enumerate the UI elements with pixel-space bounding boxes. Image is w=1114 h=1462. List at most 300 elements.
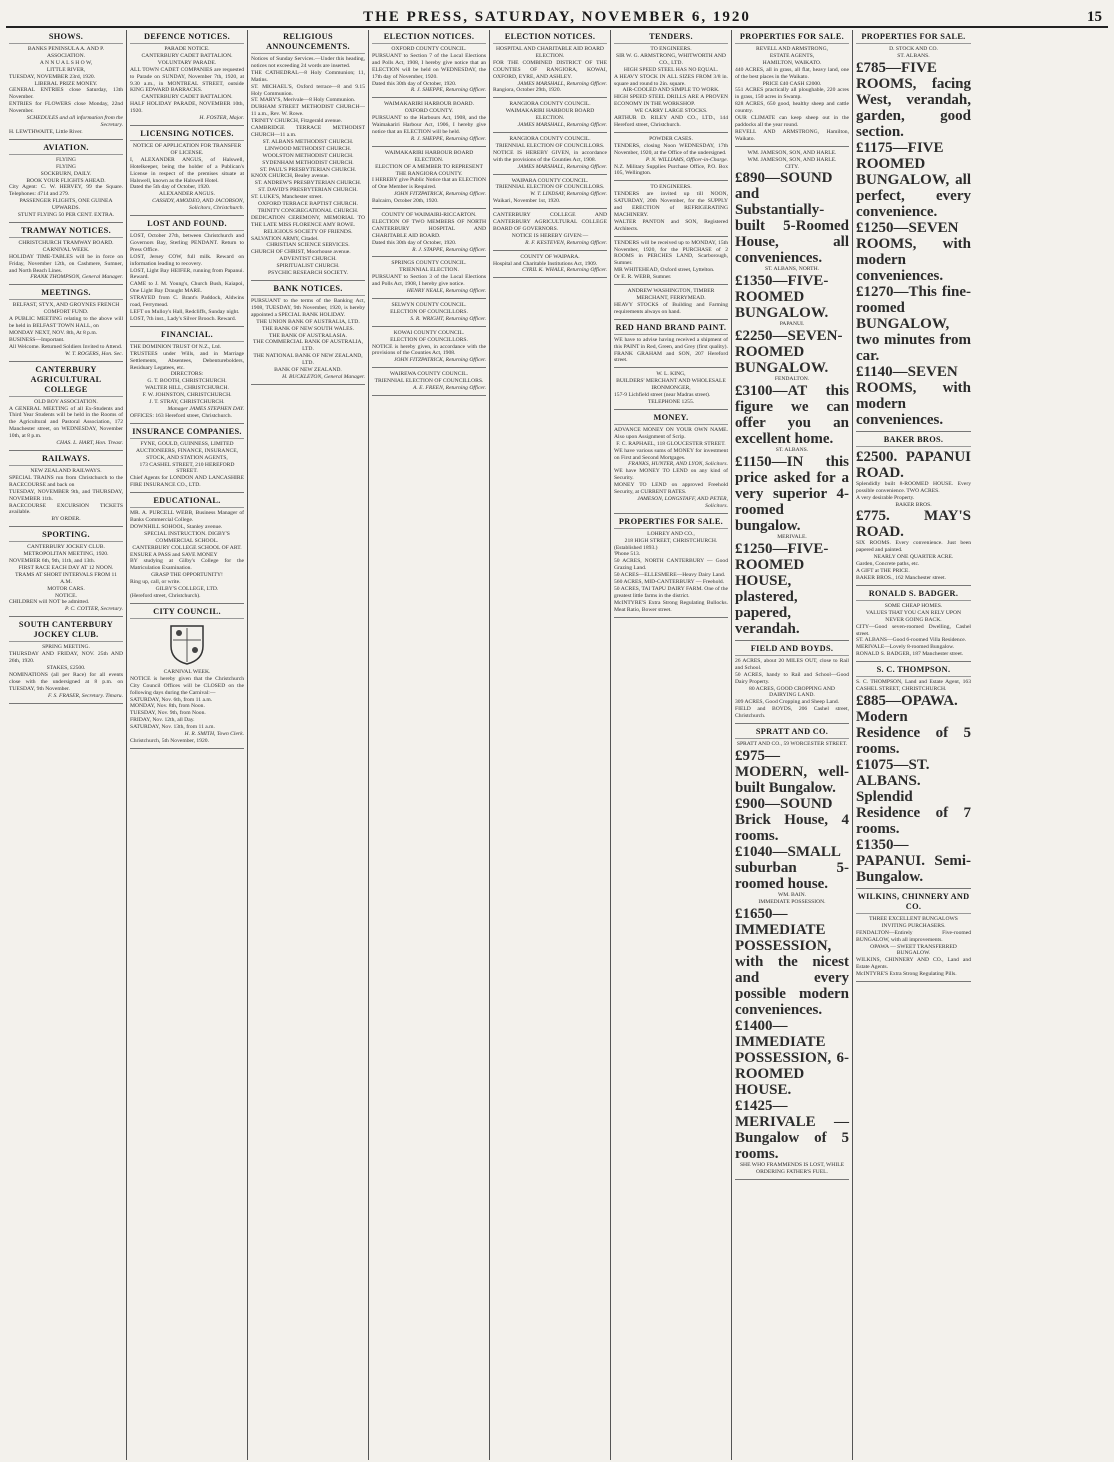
ad-text-line: P. C. COTTER, Secretary. [65,606,123,613]
ad-text-line: FOR THE COMBINED DISTRICT OF THE COUNTIES OF RANGIORA, KOWAI, OXFORD, EYRE, AND ASHLEY. [493,59,607,80]
ad-text-line: ELECTION OF A MEMBER TO REPRESENT THE RANGIORA COUNTY. [375,163,483,177]
ad-text-line: ST. ALBANS. [775,447,809,454]
ad-text-line: BY studying at Gilby's College for the Matriculation Examination. [130,558,244,572]
ad-text-line: GRASP THE OPPORTUNITY! [151,572,223,579]
ad-text-line: SPRATT AND CO., 59 WORCESTER STREET. [736,741,848,748]
ad-text-line: ENSURE A PASS and SAVE MONEY [130,551,218,558]
ad-text-line: Garden, Concrete paths, etc. [856,561,920,568]
ad-text-line: ST. LUKE'S, Manchester street. [251,194,323,201]
ad-text-line: TRINITY CONGREGATIONAL CHURCH. [257,207,359,214]
ad-text-line: £3100—AT this figure we can offer you an excellent home. [735,383,849,448]
ad-text-line: BY ORDER. [51,516,81,523]
ad-text-line: PARADE NOTICE. [164,46,210,52]
ad-text-line: P. N. WILLIAMS, Officer-in-Charge. [645,156,728,163]
ad-text-line: SIR W. G. ARMSTRONG, WHITWORTH AND CO., LTD. [616,52,726,66]
section-heading: BANK NOTICES. [251,284,365,296]
ad-text-line: ST. MICHAEL'S, Oxford terrace—8 and 9.15 Holy Communion. [251,83,365,97]
ad-text-line: 50 ACRES, TAI TAPU DAIRY FARM. One of the greatest little farms in the district. [614,586,728,599]
ad-text-line: ALEXANDER ANGUS. [159,191,215,198]
section-heading: RELIGIOUS ANNOUNCEMENTS. [251,32,365,54]
advertisement-section [251,30,365,281]
ad-text-line: AIR-COOLED AND SIMPLE TO WORK. [622,87,720,94]
column-1 [6,30,127,1460]
advertisement-section [372,99,486,146]
ad-text-line: TRAMS AT SHORT INTERVALS FROM 11 A.M. [15,571,117,585]
ad-text-line: FLYING [56,156,76,163]
ad-text-line: Chief Agents for LONDON AND LANCASHIRE FIRE INSURANCE CO., LTD. [130,475,244,489]
ad-text-line: 173 CASHEL STREET, 210 HEREFORD STREET. [139,461,235,475]
ad-text-line: LINWOOD METHODIST CHURCH. [264,145,352,152]
ad-text-line: LOST, 7th inst., Lady's Silver Brooch. Reward. [130,315,237,322]
ad-text-line: THE BANK OF AUSTRALASIA. [268,332,347,339]
advertisement-section [493,252,607,279]
ad-text-line: ST. MARY'S, Merivale—8 Holy Communion. [251,97,356,104]
advertisement-section [856,663,971,889]
ad-text-line: DOWNHILL SOHOOL, Stanley avenue. [130,523,223,530]
columns-container [6,30,1108,1460]
ad-text-line: MR. A. PURCELL WEBB, Business Manager of Banks Commercial College. [130,510,244,524]
ad-text-line: SPRING MEETING. [42,644,90,651]
advertisement-section [9,528,123,617]
ad-text-line: MERIVALE. [777,534,807,541]
ad-text-line: TO ENGINEERS. [650,184,692,191]
section-heading: RONALD S. BADGER. [856,589,971,601]
ad-text-line: McINTYRE'S Extra Strong Regulating Pills. [856,971,957,978]
column-5 [490,30,611,1460]
ad-text-line: WE have to advise having received a shipment of this PAINT in Red, Green, and Grey (first quality). [614,336,728,350]
ad-text-line: TO ENGINEERS. [650,46,692,52]
ad-text-line: PSYCHIC RESEARCH SOCIETY. [268,270,348,277]
ad-text-line: KNOX CHURCH, Bealey avenue. [251,173,329,180]
ad-text-line: PURSUANT to the terms of the Banking Act, 1908, TUESDAY, 9th November, 1920, is hereby appointed a SPECIAL BANK HOLIDAY. [251,298,365,318]
ad-text-line: CASSIDY, AMODEO, AND JACOBSON, Solicitors, Christchurch. [152,198,244,212]
ad-text-line: £885—OPAWA. Modern Residence of 5 rooms. [856,692,971,757]
ad-text-line: HOSPITAL AND CHARITABLE AID BOARD ELECTION. [496,46,604,59]
ad-text-line: FENDALTON. [774,376,810,383]
ad-text-line: HENRY NEALE, Returning Officer. [406,288,486,295]
ad-text-line: CANTERBURY CADET BATTALION. [141,52,233,59]
section-heading: FINANCIAL. [130,330,244,342]
ad-text-line: RANGIORA COUNTY COUNCIL. [509,135,591,142]
column-8 [853,30,974,1460]
ad-text-line: All Welcome. Returned Soldiers Invited to Attend. [9,343,123,350]
ad-text-line: H. FOSTER, Major. [199,115,244,122]
ad-text-line: AUCTIONEERS, FINANCE, INSURANCE, STOCK, AND STATION AGENTS, [135,447,239,461]
ad-text-line: A GENERAL MEETING of all Ex-Students and Third Year Students will be held in the Rooms of the Agricultural and Pastoral Association, 172 Manchester street, on WEDNESDAY, November 10th, at 8 p.m. [9,405,123,440]
ad-text-line: NOTICE is hereby given that the Christchurch City Council Offices will be CLOSED on the following days during the Carnival:— [130,675,244,696]
ad-text-line: THE DOMINION TRUST Of N.Z., Ltd. [130,343,221,350]
ad-text-line: FRIDAY, Nov. 12th, all Day. [130,717,195,724]
ad-text-line: W. T. ROGERS, Hon. Sec. [65,350,123,357]
ad-text-line: FIRST RACE EACH DAY AT 12 NOON. [18,564,114,571]
ad-text-line: 551 ACRES practically all ploughable, 220 acres in grass, 150 acres in Swamp. [735,87,849,101]
ad-text-line: Dated the 5th day of October, 1920. [130,184,211,191]
ad-text-line: OUR CLIMATE can keep sheep out in the paddocks all the year round. [735,115,849,128]
ad-text-line: SHE WHO FRAMMENDS IS LOST, WHILE ORDERING FATHER'S FUEL. [739,1161,845,1175]
advertisement-section [614,411,728,514]
ad-text-line: FLYING [56,163,76,170]
ad-text-line: R. J. SHEPPE, Returning Officer. [410,135,486,142]
ad-text-line: BANK OF NEW ZEALAND. [274,367,342,374]
ad-text-line: CHRISTIAN SCIENCE SERVICES. [266,242,350,249]
ad-text-line: S. R. WRIGHT, Returning Officer. [410,315,486,322]
ad-text-line: R. J. STAPPE, Returning Officer. [412,246,486,253]
advertisement-section [372,258,486,299]
ad-text-line: PURSUANT to Section 7 of the Local Elections and Polls Act, 1908, I hereby give notice that an ELECTION will be held on WEDNESDAY, the 17th day of November, 1920. [372,52,486,80]
section-heading: MONEY. [614,413,728,425]
ad-text-line: OLD BOY ASSOCIATION. [34,398,98,405]
advertisement-section [493,210,607,251]
ad-text-line: £2500. PAPANUI ROAD. [856,448,971,481]
section-heading: RED HAND BRAND PAINT. [614,323,728,335]
ad-text-line: HIGH SPEED STEEL HAS NO EQUAL. [623,66,719,73]
advertisement-section [9,224,123,285]
section-heading: LOST AND FOUND. [130,219,244,231]
ad-text-line: RELIGIOUS SOCIETY OF FRIENDS. [263,228,353,235]
ad-text-line: J. T. STRAY, CHRISTCHURCH. [149,399,225,406]
ad-text-line: THURSDAY AND FRIDAY, NOV. 25th AND 26th, 1920. [9,651,123,665]
ad-text-line: DIRECTORS: [170,371,204,378]
ad-text-line: 'Phone 513. [614,551,641,558]
ad-text-line: £1150—IN this price asked for a very superior 4-roomed bungalow. [735,454,849,535]
ad-text-line: ST. ANDREW'S PRESBYTERIAN CHURCH. [254,180,362,187]
city-council-crest-icon [130,622,244,666]
ad-text-line: LIBERAL PRIZE MONEY. [34,80,98,87]
ad-text-line: WE have MONEY TO LEND on any kind of Security. [614,468,728,482]
ad-text-line: £785—FIVE ROOMS, facing West, verandah, garden, good section. [856,59,971,140]
ad-text-line: SPIRITUALIST CHURCH. [276,263,340,270]
section-heading: DEFENCE NOTICES. [130,32,244,44]
ad-text-line: PASSENGER FLIGHTS, ONE GUINEA UPWARDS. [19,198,113,212]
ad-text-line: TRUSTEES under Wills, and in Marriage Settlements, Absentees, Debenturebolders, Residuary Legatees, etc. [130,350,244,371]
ad-text-line: POWDER CASES. [649,135,693,142]
ad-text-line: THE NATIONAL BANK OF NEW ZEALAND, LTD. [253,353,363,367]
section-heading: PROPERTIES FOR SALE. [614,517,728,529]
ad-text-line: 560 ACRES, MID-CANTERBURY — Freehold. [614,579,725,586]
ad-text-line: LOHREY AND CO., [647,530,695,537]
advertisement-section [372,210,486,257]
ad-text-line: JAMES MARSHALL, Returning Officer. [517,122,607,129]
ad-text-line: SPECIAL INSTRUCTION. DIGBY'S COMMERCIAL SCHOOL. [144,530,230,544]
advertisement-section [130,605,244,749]
advertisement-section [9,286,123,361]
ad-text-line: WE CARRY LARGE STOCKS. [634,108,708,115]
masthead-title: THE PRESS, SATURDAY, NOVEMBER 6, 1920 [363,9,751,25]
section-heading: LICENSING NOTICES. [130,129,244,141]
ad-text-line: OXFORD TERRACE BAPTIST CHURCH. [258,201,358,208]
ad-text-line: SATURDAY, Nov. 13th, from 11 a.m. [130,724,215,731]
ad-text-line: A N N U A L S H O W, [39,59,93,66]
ad-text-line: WAIMAKARIRI HARBOUR BOARD ELECTION. [505,108,595,122]
section-heading: BAKER BROS. [856,435,971,447]
ad-text-line: £775. MAY'S ROAD. [856,508,971,541]
ad-text-line: £1400—IMMEDIATE POSSESSION, 6-ROOMED HOUSE. [735,1017,849,1098]
section-heading: SPRATT AND CO. [735,727,849,739]
ad-text-line: ST. ALBANS. [897,52,930,59]
ad-text-line: THE CATHEDRAL—8 Holy Communion; 11, Matins. [251,69,365,83]
advertisement-section [372,369,486,396]
ad-text-line: ST. DAVID'S PRESBYTERIAN CHURCH. [258,187,358,194]
section-heading: PROPERTIES FOR SALE. [856,32,971,44]
ad-text-line: CANTERBURY CADET BATTALION. [141,94,233,101]
ad-text-line: SCHEDULES and all information from the Secretary. [26,115,123,128]
ad-text-line: OFFICES: 163 Hereford street, Christchurch. [130,412,232,419]
ad-text-line: IMMEDIATE POSSESSION. [758,898,826,905]
ad-text-line: £1140—SEVEN ROOMS, with modern conveniences. [856,363,971,428]
section-heading: FIELD AND BOYDS. [735,644,849,656]
ad-text-line: D. STOCK AND CO. [889,46,938,52]
ad-text-line: £890—SOUND and Substantially-built 5-Roomed House, all conveniences. [735,170,849,267]
ad-text-line: £1350—FIVE-ROOMED BUNGALOW. [735,273,829,322]
ad-text-line: BUSINESS—Important. [9,336,65,343]
ad-text-line: REVELL AND ARMSTRONG, [755,46,829,52]
ad-text-line: THE BANK OF NEW SOUTH WALES. [261,325,355,332]
ad-text-line: 309 ACRES, Good Cropping and Sheep Land. [735,699,840,706]
advertisement-section [130,494,244,604]
ad-text-line: WAIMAKARIRI HARBOUR BOARD. [384,101,474,108]
ad-text-line: F. S. FRASER, Secretary. Timaru. [47,692,123,699]
ad-text-line: Splendidly built 8-ROOMED HOUSE. Every possible convenience. TWO ACRES. [856,480,971,494]
ad-text-line: Christchurch, 5th November, 1920. [130,737,210,744]
ad-text-line: (Established 1893.) [614,544,658,551]
ad-text-line: ADVANCE MONEY ON YOUR OWN NAME. Also upon Assignment of Scrip. [614,426,728,440]
page-number: 15 [1087,9,1102,25]
ad-text-line: TRIENNIAL ELECTION OF COUNCILLORS. [495,184,605,191]
ad-text-line: TRIENNIAL ELECTION. [399,267,459,274]
ad-text-line: RONALD S. BADGER, 187 Manchester street. [856,651,964,658]
ad-text-line: TRIENNIAL ELECTION OF COUNCILLORS. [495,142,605,149]
ad-text-line: ENTRIES for FLOWERS close Monday, 22nd November. [9,101,123,115]
advertisement-section [372,300,486,327]
ad-text-line: OXFORD COUNTY. [404,108,454,115]
ad-text-line: OXFORD COUNTY COUNCIL. [391,46,467,52]
ad-text-line: CHURCH OF CHRIST, Moorhouse avenue. [251,249,351,256]
ad-text-line: NEARLY ONE QUARTER ACRE. [873,554,954,561]
ad-text-line: STUNT FLYING 50 PER CENT. EXTRA. [17,212,115,219]
column-4 [369,30,490,1460]
ad-text-line: ELECTION OF TWO MEMBERS OF NORTH CANTERBURY HOSPITAL AND CHARITABLE AID BOARD. [372,218,486,239]
ad-text-line: Balcairn, October 20th, 1920. [372,198,439,205]
ad-text-line: TUESDAY, NOVEMBER 23rd, 1920. [9,73,96,80]
ad-text-line: NOTICE. [55,592,77,599]
ad-text-line: Ring up, call, or write. [130,579,181,586]
ad-text-line: I HEREBY give Public Notice that an ELECTION of One Member is Required. [372,177,486,191]
ad-text-line: NOTICE is hereby given, in accordance with the provisions of the Counties Act, 1908. [372,343,486,357]
section-heading: ELECTION NOTICES. [372,32,486,44]
advertisement-section [735,642,849,724]
ad-text-line: BAKER BROS. [895,501,932,508]
ad-text-line: BUILDERS' MERCHANT AND WHOLESALE IRONMONGER, [616,378,726,392]
ad-text-line: TUESDAY, NOVEMBER 9th, and THURSDAY, NOVEMBER 11th. [9,488,123,502]
section-heading: RAILWAYS. [9,454,123,466]
ad-text-line: BANKS PENINSULA A. AND P. ASSOCIATION. [27,46,105,59]
ad-text-line: WAIMAKARIRI HARBOUR BOARD ELECTION. [384,149,474,163]
ad-text-line: CITY—Good seven-roomed Dwelling, Cashel street. [856,623,971,637]
ad-text-line: £1650—IMMEDIATE POSSESSION, with the nicest and every possible modern conveniences. [735,905,849,1018]
advertisement-section [614,321,728,369]
ad-text-line: CANTERBURY JOCKEY CLUB. [27,544,105,551]
advertisement-section [130,30,244,126]
ad-text-line: H. LEWTHWAITE, Little River. [9,128,83,135]
ad-text-line: THE COMMERCIAL BANK OF AUSTRALIA, LTD. [253,339,363,353]
column-6 [611,30,732,1460]
ad-text-line: CANTERBURY COLLEGE AND CANTERBURY AGRICULTURAL COLLEGE BOARD OF GOVERNORS. [493,212,607,232]
ad-text-line: NOVEMBER 6th, 9th, 11th, and 13th. [9,558,96,565]
advertisement-section [372,30,486,98]
ad-text-line: WM. BAIN. [777,892,807,898]
advertisement-section [9,141,123,223]
ad-text-line: HIGH SPEED STEEL DRILLS ARE A PROVEN ECONOMY IN THE WORKSHOP. [614,94,728,108]
advertisement-section [372,148,486,209]
section-heading: SPORTING. [9,530,123,542]
ad-text-line: Notices of Sunday Services.—Under this heading, notices not exceeding 24 words are inserted. [251,56,365,69]
ad-text-line: MONDAY, Nov. 8th, from Noon. [130,703,205,710]
ad-text-line: BELFAST, STYX, AND GROYNES FRENCH COMFORT FUND. [12,302,120,316]
ad-text-line: FIELD and BOYDS, 206 Cashel street, Christchurch. [735,706,849,720]
ad-text-line: ST. ALBANS METHODIST CHURCH. [262,138,354,145]
ad-text-line: STAKES, £2500. [46,665,86,671]
ad-text-line: £1175—FIVE ROOMED BUNGALOW, all perfect, every convenience. [856,139,971,220]
ad-text-line: HALF HOLIDAY PARADE, NOVEMBER 10th, 1920. [130,101,244,115]
advertisement-section [735,148,849,641]
ad-text-line: 50 ACRES, handy to Rail and School—Good Dairy Property. [735,671,849,685]
ad-text-line: TRIENNIAL ELECTION OF COUNCILLORS. [374,378,484,385]
ad-text-line: 50 ACRES—ELLESMERE—Heavy Dairy Land. [614,572,726,579]
advertisement-section [856,890,971,982]
column-3 [248,30,369,1460]
ad-text-line: LEFT on Mulloy's Hall, Redcliffs, Sunday night. [130,309,240,315]
ad-text-line: TELEPHONE 1255. [647,398,695,405]
advertisement-section [9,30,123,140]
ad-text-line: A HEAVY STOCK IN ALL SIZES FROM 3/8 in. square and round to 2in. square. [614,73,728,87]
ad-text-line: ADVENTIST CHURCH. [279,256,337,263]
ad-text-line: CARNIVAL WEEK. [42,246,90,253]
ad-text-line: GILBY'S COLLEGE, LTD. [155,586,219,593]
ad-text-line: TENDERS will be received up to MONDAY, 15th November, 1920, for the PURCHASE of 2 ROOMS in PERCHES LAND, Scarborough, Sumner. [614,239,728,267]
ad-text-line: WAIREWA COUNTY COUNCIL. [389,371,469,378]
section-heading: AVIATION. [9,143,123,155]
ad-text-line: ELECTION OF COUNCILLORS. [390,336,468,343]
ad-text-line: MONDAY NEXT, NOV. 8th, At 8 p.m. [9,330,98,336]
ad-text-line: 440 ACRES, all in grass, all flat, heavy land, one of the best places in the Waikato. [735,66,849,80]
advertisement-section [856,433,971,586]
advertisement-section [130,328,244,424]
ad-text-line: NOTICE OF APPLICATION FOR TRANSFER OF LICENSE. [132,142,242,156]
ad-text-line: ALL TOWN CADET COMPANIES are requested to Parade on SUNDAY, November 7th, 1920, at 9.30 a.m., in MONTREAL STREET, outside KING EDWARD BARRACKS. [130,66,244,94]
ad-text-line: SATURDAY, Nov. 6th, from 11 a.m. [130,696,213,703]
ad-text-line: A very desirable Property. [856,494,915,501]
ad-text-line: MERIVALE—Lovely 8-roomed Bungalow. [856,644,955,651]
ad-text-line: £975—MODERN, well-built Bungalow. [735,748,849,796]
column-2 [127,30,248,1460]
ad-text-line: W. L. KING, [656,371,686,378]
section-heading: ELECTION NOTICES. [493,32,607,44]
column-7 [732,30,853,1460]
ad-text-line: LITTLE RIVER, [46,66,86,73]
ad-text-line: TRINITY CHURCH, Fitzgerald avenue. [251,118,342,125]
ad-text-line: BOOK YOUR FLIGHTS AHEAD. [26,177,106,184]
ad-text-line: PRICE £40 CASH £2000. [762,80,822,87]
advertisement-section [9,452,123,527]
ad-text-line: WALTER HILL, CHRISTCHURCH. [145,385,229,392]
section-heading: SOUTH CANTERBURY JOCKEY CLUB. [9,620,123,642]
ad-text-line: CAME to J. M. Young's, Church Bush, Kaiapoi, One Light Bay Draught MARE. [130,281,244,295]
ad-text-line: KOWAI COUNTY COUNCIL. [393,329,465,336]
ad-text-line: 26 ACRES, about 20 MILES OUT, close to Rail and School. [735,657,849,671]
ad-text-line: HAMILTON, WAIKATO. [762,59,822,66]
ad-text-line: CARNIVAL WEEK. [163,668,211,675]
advertisement-section [735,725,849,1180]
ad-text-line: City Agent: C. W. HERVEY, 99 the Square. Telephones: 4714 and 279. [9,184,123,198]
ad-text-line: W. T. LINDSAY, Returning Officer. [530,191,607,198]
ad-text-line: CHAS. L. HART, Hon. Treasr. [56,440,123,447]
section-heading: INSURANCE COMPANIES. [130,427,244,439]
ad-text-line: A. E. FREEN, Returning Officer. [412,385,486,392]
ad-text-line: DEDICATION CEREMONY, MEMORIAL TO THE LATE MISS FLORENCE AMY ROWE. [251,214,365,228]
ad-text-line: OPAWA — SWEET TRANSFERRED BUNGALOW. [870,943,957,957]
ad-text-line: BAKER BROS., 162 Manchester street. [856,574,946,581]
advertisement-section [372,328,486,369]
ad-text-line: LOST, October 27th, between Christchurch and Governors Bay, Sterling PENDANT. Return to Press Office. [130,233,244,253]
advertisement-section [9,363,123,451]
ad-text-line: TENDERS, closing Noon WEDNESDAY, 17th November, 1920, at the Office of the undersigned. [614,142,728,156]
advertisement-section [856,30,971,432]
advertisement-section [130,425,244,493]
ad-text-line: Rangiora, October 29th, 1920. [493,87,562,94]
ad-text-line: Hospital and Charitable Institutions Act, 1909. [493,260,598,267]
ad-text-line: 50 ACRES, NORTH CANTERBURY — Good Grazing Land. [614,558,728,572]
ad-text-line: WAIPARA COUNTY COUNCIL. [511,177,589,184]
ad-text-line: FYNE, GOULD, GUINNESS, LIMITED [140,440,234,447]
ad-text-line: SOCKBURN, DAILY. [40,170,92,177]
ad-text-line: THE UNION BANK OF AUSTRALIA, LTD. [256,318,360,325]
ad-text-line: MR WHITEHEAD, Oxford street, Lyttelton. [614,267,715,274]
ad-text-line: LOST, Jersey COW, full milk. Reward on information leading to recovery. [130,253,244,267]
ad-text-line: N.Z. Military Supplies Purchase Office, P.O. Box 105, Wellington. [614,163,728,177]
advertisement-section [493,176,607,210]
section-heading: S. C. THOMPSON. [856,665,971,677]
ad-text-line: SPRINGS COUNTY COUNCIL. [391,260,467,267]
section-heading: TRAMWAY NOTICES. [9,226,123,238]
ad-text-line: NOTICE IS HEREBY GIVEN, in accordance with the provisions of the Counties Act, 1908. [493,149,607,163]
advertisement-section [493,99,607,133]
ad-text-line: £2250—SEVEN-ROOMED BUNGALOW. [735,328,843,377]
ad-text-line: CAMBRIDGE TERRACE METHODIST CHURCH—11 a.m. [251,125,365,138]
advertisement-section [493,30,607,98]
ad-text-line: ST. ALBANS, NORTH. [764,266,820,273]
ad-text-line: ESTATE AGENTS, [769,52,815,59]
ad-text-line: £1250—SEVEN ROOMS, with modern conveniences. [856,219,971,284]
advertisement-section [130,217,244,327]
ad-text-line: 218 HIGH STREET, CHRISTCHURCH. [624,537,718,544]
section-heading: EDUCATIONAL. [130,496,244,508]
ad-text-line: A GIFT at THE PRICE. [856,568,910,575]
ad-text-line: WOOLSTON METHODIST CHURCH. [262,152,354,159]
ad-text-line: ANDREW WASHINGTON, TIMBER MERCHANT, FERRYMEAD. [627,288,715,301]
ad-text-line: JOHN FITZPATRICK, Returning Officer. [393,357,486,364]
ad-text-line: FRANKS, HUNTER, AND LYON, Solicitors. [628,461,728,468]
ad-text-line: FRANK THOMPSON, General Manager. [30,274,123,281]
ad-text-line: Dated this 30th day of October, 1920. [372,80,457,87]
masthead [6,4,1108,28]
ad-text-line: JAMESON, LONGSTAFF, AND PETER, Solicitors. [637,495,728,509]
ad-text-line: McINTYRE'S Extra Strong Regulating Bullocks. Meat Ratio, Bower street. [614,599,728,613]
ad-text-line: R. F. KESTEVEN, Returning Officer. [525,239,607,246]
advertisement-section [9,618,123,703]
ad-text-line: H. R. SMITH, Town Clerk. [184,731,244,738]
ad-text-line: WM. JAMESON, SON, AND HARLE. [747,156,837,163]
ad-text-line: FRANK GRAHAM and SON, 207 Hereford street. [614,350,728,364]
